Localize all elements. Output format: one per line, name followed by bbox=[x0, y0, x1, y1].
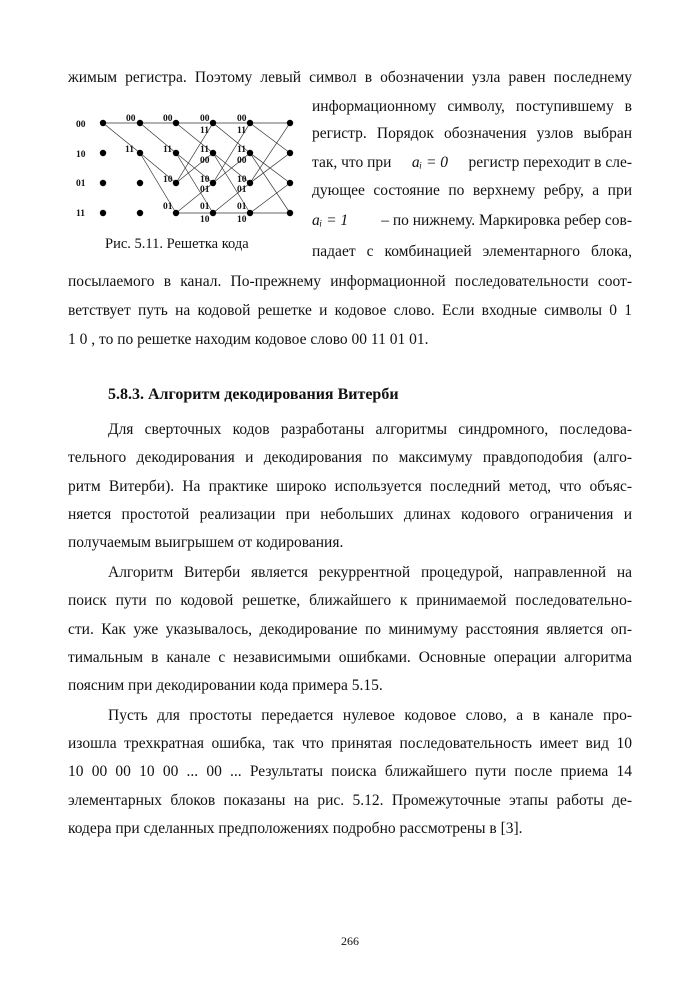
math-condition-one: aᵢ = 1 bbox=[312, 212, 349, 229]
text-line: поиск пути по кодовой решетке, ближайшего к принимаемой последовательно- bbox=[68, 592, 632, 609]
trellis-nodes bbox=[100, 120, 293, 216]
text-line: 1 0 , то по решетке находим кодовое слово 00 11 01 01. bbox=[68, 331, 429, 348]
edge-label: 11 bbox=[200, 126, 209, 136]
text-line bbox=[312, 153, 632, 173]
trellis-node bbox=[173, 150, 179, 156]
trellis-node bbox=[210, 180, 216, 186]
trellis-node bbox=[247, 150, 253, 156]
edge-label: 11 bbox=[237, 126, 246, 136]
figure-caption: Рис. 5.11. Решетка кода bbox=[105, 236, 249, 252]
edge-label: 01 bbox=[237, 202, 247, 212]
trellis-node bbox=[100, 180, 106, 186]
edge-label: 01 bbox=[200, 185, 210, 195]
text-fragment: – по нижнему. Маркировка ребер сов- bbox=[381, 212, 632, 229]
trellis-node bbox=[210, 120, 216, 126]
text-line: регистр. Порядок обозначения узлов выбран bbox=[312, 125, 632, 142]
edge-label: 10 bbox=[237, 215, 247, 225]
text-line: падает с комбинацией элементарного блока, bbox=[312, 243, 632, 260]
edge-label: 00 bbox=[200, 156, 210, 166]
edge-label: 00 bbox=[163, 114, 173, 124]
text-fragment: регистр переходит в сле- bbox=[468, 154, 632, 171]
trellis-node bbox=[210, 210, 216, 216]
text-line: жимым регистра. Поэтому левый символ в обозначении узла равен последнему bbox=[68, 69, 632, 86]
trellis-node bbox=[173, 210, 179, 216]
trellis-node bbox=[100, 150, 106, 156]
text-line: ветствует путь на кодовой решетке и кодовое слово. Если входные символы 0 1 bbox=[68, 302, 632, 319]
state-label: 01 bbox=[76, 179, 86, 189]
edge-label: 11 bbox=[200, 145, 209, 155]
state-label: 10 bbox=[76, 150, 86, 160]
trellis-stage bbox=[213, 123, 250, 213]
text-line: посылаемого в канал. По-прежнему информационной последовательности соот- bbox=[68, 273, 632, 290]
edge-label: 11 bbox=[237, 145, 246, 155]
math-condition-zero: aᵢ = 0 bbox=[411, 154, 449, 171]
trellis-node bbox=[137, 150, 143, 156]
trellis-node bbox=[287, 120, 293, 126]
trellis-stage bbox=[176, 123, 213, 213]
trellis-node bbox=[287, 150, 293, 156]
text-line: няется простотой реализации при небольших длинах кодового ограничения и bbox=[68, 506, 632, 523]
text-line: информационному символу, поступившему в bbox=[312, 98, 632, 115]
text-line: тельного декодирования и декодирования по максимуму правдоподобия (алго- bbox=[68, 449, 632, 466]
text-line: элементарных блоков показаны на рис. 5.12. Промежуточные этапы работы де- bbox=[68, 792, 632, 809]
edge-label: 00 bbox=[200, 114, 210, 124]
edge-label: 01 bbox=[200, 202, 210, 212]
state-label: 11 bbox=[76, 209, 85, 219]
edge-label: 00 bbox=[126, 114, 136, 124]
trellis-node bbox=[173, 180, 179, 186]
text-line: тимальным в канале с независимыми ошибками. Основные операции алгоритма bbox=[68, 649, 632, 666]
edge-label: 10 bbox=[163, 175, 173, 185]
trellis-edges bbox=[103, 123, 290, 213]
text-line: ритм Витерби). На практике широко используется последний метод, что объяс- bbox=[68, 478, 632, 495]
trellis-node bbox=[247, 210, 253, 216]
trellis-node bbox=[210, 150, 216, 156]
text-line: кодера при сделанных предположениях подробно рассмотрены в [3]. bbox=[68, 820, 523, 837]
text-line: Пусть для простоты передается нулевое кодовое слово, а в канале про- bbox=[108, 707, 632, 724]
section-heading: 5.8.3. Алгоритм декодирования Витерби bbox=[108, 386, 399, 403]
trellis-stage bbox=[250, 123, 290, 213]
edge-label: 01 bbox=[237, 185, 247, 195]
text-line: Для сверточных кодов разработаны алгоритмы синдромного, последова- bbox=[108, 421, 632, 438]
text-fragment: так, что при bbox=[312, 154, 392, 171]
trellis-edge bbox=[103, 123, 140, 153]
trellis-node bbox=[247, 120, 253, 126]
text-line: поясним при декодировании кода примера 5.15. bbox=[68, 677, 383, 694]
trellis-node bbox=[247, 180, 253, 186]
text-line: Алгоритм Витерби является рекуррентной процедурой, направленной на bbox=[108, 564, 632, 581]
edge-label: 01 bbox=[163, 202, 173, 212]
edge-label: 00 bbox=[237, 156, 247, 166]
text-line: сти. Как уже указывалось, декодирование по минимуму расстояния является оп- bbox=[68, 621, 632, 638]
state-label: 00 bbox=[76, 120, 86, 130]
page-number: 266 bbox=[341, 934, 359, 948]
trellis-node bbox=[173, 120, 179, 126]
edge-label: 11 bbox=[125, 145, 134, 155]
text-line bbox=[312, 211, 632, 231]
trellis-node bbox=[137, 210, 143, 216]
trellis-node bbox=[287, 180, 293, 186]
text-line: получаемым выигрышем от кодирования. bbox=[68, 534, 344, 551]
trellis-node bbox=[137, 180, 143, 186]
text-line: 10 00 00 10 00 ... 00 ... Результаты поиска ближайшего пути после приема 14 bbox=[68, 763, 632, 780]
edge-label: 11 bbox=[163, 145, 172, 155]
code-trellis-figure bbox=[70, 105, 305, 230]
trellis-node bbox=[100, 210, 106, 216]
trellis-node bbox=[137, 120, 143, 126]
edge-label: 10 bbox=[200, 175, 210, 185]
edge-label: 10 bbox=[237, 175, 247, 185]
edge-label: 00 bbox=[237, 114, 247, 124]
edge-label: 10 bbox=[200, 215, 210, 225]
text-line: дующее состояние по верхнему ребру, а при bbox=[312, 182, 632, 199]
trellis-node bbox=[100, 120, 106, 126]
trellis-node bbox=[287, 210, 293, 216]
text-line: изошла трехкратная ошибка, так что принятая последовательность имеет вид 10 bbox=[68, 735, 632, 752]
